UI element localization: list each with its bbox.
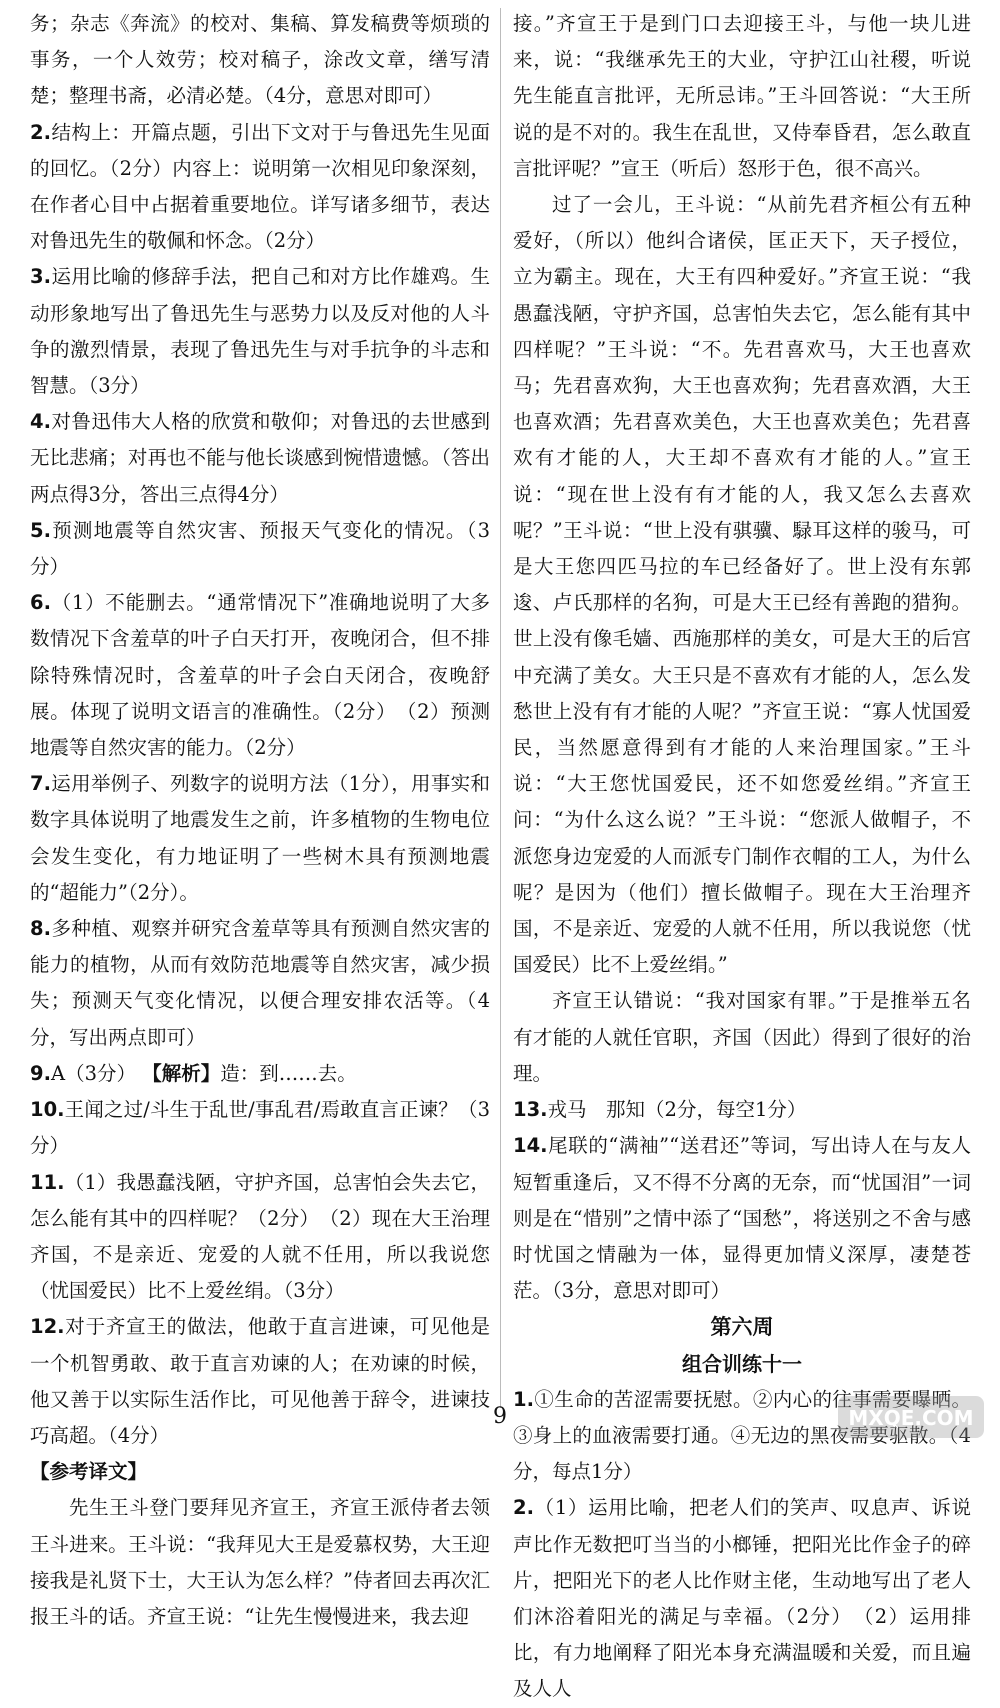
answer-2-number: 2. — [30, 120, 51, 144]
answer-4: 4.对鲁迅伟大人格的欣赏和敬仰；对鲁迅的去世感到无比悲痛；对再也不能与他长谈感到惋惜遗憾。（答出两点得3分，答出三点得4分） — [30, 410, 490, 506]
answer-14-number: 14. — [513, 1134, 548, 1158]
column-divider — [500, 8, 501, 1408]
answer-4-number: 4. — [30, 410, 51, 434]
answer-9: 9.A（3分） 【解析】造：到……去。 — [30, 1061, 357, 1085]
answer-6-number: 6. — [30, 591, 51, 615]
answer-12: 12.对于齐宣王的做法，他敢于直言进谏，可见他是一个机智勇敢、敢于直言劝谏的人；在劝谏的时候，他又善于以实际生活作比，可见他善于辞令，进谏技巧高超。（4分） — [30, 1315, 490, 1447]
answer-5: 5.预测地震等自然灾害、预报天气变化的情况。（3分） — [30, 518, 490, 579]
intro-paragraph: 务；杂志《奔流》的校对、集稿、算发稿费等烦琐的事务，一个人效劳；校对稿子，涂改文章，缮写清楚；整理书斋，必清必楚。（4分，意思对即可） — [30, 12, 490, 108]
training-answer-2-number: 2. — [513, 1496, 534, 1520]
reference-paragraph-3: 齐宣王认错说：“我对国家有罪。”于是推举五名有才能的人就任官职，齐国（因此）得到了很好的治理。 — [513, 989, 971, 1085]
answer-10-number: 10. — [30, 1098, 65, 1122]
left-column — [30, 6, 490, 1635]
answer-11-number: 11. — [30, 1170, 65, 1194]
answer-8: 8.多种植、观察并研究含羞草等具有预测自然灾害的能力的植物，从而有效防范地震等自然灾害，减少损失；预测天气变化情况，以便合理安排农活等。（4分，写出两点即可） — [30, 917, 490, 1049]
answer-7-number: 7. — [30, 772, 51, 796]
watermark-logo-icon — [836, 1392, 986, 1442]
answer-11: 11.（1）我愚蠢浅陋，守护齐国，总害怕会失去它，怎么能有其中的四样呢？（2分） （2）现在大王治理齐国，不是亲近、宠爱的人就不任用，所以我说您（忧国爱民）比不上爱丝绢。（3分） — [30, 1170, 490, 1303]
right-column — [513, 6, 974, 1708]
answer-10: 10.王闻之过/斗生于乱世/事乱君/焉敢直言正谏？（3分） — [30, 1098, 490, 1158]
answer-13-number: 13. — [513, 1098, 548, 1122]
answer-3-number: 3. — [30, 265, 51, 289]
answer-8-number: 8. — [30, 917, 51, 941]
answer-2: 2.结构上：开篇点题，引出下文对于与鲁迅先生见面的回忆。（2分）内容上：说明第一次相见印象深刻，在作者心目中占据着重要地位。详写诸多细节，表达对鲁迅先生的敬佩和怀念。（2分） — [30, 120, 490, 253]
reference-translation-heading: 【参考译文】 — [30, 1460, 148, 1484]
reference-paragraph-1-continued: 接。”齐宣王于是到门口去迎接王斗，与他一块儿进来，说：“我继承先王的大业，守护江山社稷，听说先生能直言批评，无所忌讳。”王斗回答说：“大王所说的是不对的。我生在乱世，又侍奉昏君，怎么敢直言批评呢？”宣王（听后）怒形于色，很不高兴。 — [513, 12, 971, 180]
training-answer-1-number: 1. — [513, 1387, 534, 1411]
week-title: 第六周 — [710, 1315, 774, 1340]
training-answer-2: 2.（1）运用比喻，把老人们的笑声、叹息声、诉说声比作无数把叮当当的小榔锤，把阳光比作金子的碎片，把阳光下的老人比作财主佬，生动地写出了老人们沐浴着阳光的满足与幸福。（2分） （2）运用排比，有力地阐释了阳光本身充满温暖和关爱，而且遍及人人 — [513, 1496, 971, 1701]
answer-13: 13.戎马 那知（2分，每空1分） — [513, 1098, 807, 1122]
answer-9-number: 9. — [30, 1061, 51, 1085]
answer-14: 14.尾联的“满袖”“送君还”等词，写出诗人在与友人短暂重逢后，又不得不分离的无奈，而“忧国泪”一词则是在“惜别”之情中添了“国愁”，将送别之不舍与感时忧国之情融为一体，显得更加情义深厚，凄楚苍茫。（3分，意思对即可） — [513, 1134, 971, 1303]
page-number: 9 — [493, 1404, 507, 1429]
training-answer-1: 1.①生命的苦涩需要抚慰。②内心的往事需要曝晒。③身上的血液需要打通。④无边的黑夜需要驱散。（4分，每点1分） — [513, 1387, 971, 1484]
reference-paragraph-1: 先生王斗登门要拜见齐宣王，齐宣王派侍者去领王斗进来。王斗说：“我拜见大王是爱慕权势，大王迎接我是礼贤下士，大王认为怎么样？”侍者回去再次汇报王斗的话。齐宣王说：“让先生慢慢进来，我去迎 — [30, 1496, 490, 1628]
reference-paragraph-2: 过了一会儿，王斗说：“从前先君齐桓公有五种爱好，（所以）他纠合诸侯，匡正天下，天子授位，立为霸主。现在，大王有四种爱好。”齐宣王说：“我愚蠢浅陋，守护齐国，总害怕失去它，怎么能有其中四样呢？”王斗说：“不。先君喜欢马，大王也喜欢马；先君喜欢狗，大王也喜欢狗；先君喜欢酒，大王也喜欢酒；先君喜欢美色，大王也喜欢美色；先君喜欢有才能的人，大王却不喜欢有才能的人。”宣王说：“现在世上没有有才能的人，我又怎么去喜欢呢？”王斗说：“世上没有骐骥、騄耳这样的骏马，可是大王您四匹马拉的车已经备好了。世上没有东郭逡、卢氏那样的名狗，可是大王已经有善跑的猎狗。世上没有像毛嫱、西施那样的美女，可是大王的后宫中充满了美女。大王只是不喜欢有才能的人，怎么发愁世上没有有才能的人呢？”齐宣王说：“寡人忧国爱民，当然愿意得到有才能的人来治理国家。”王斗说：“大王您忧国爱民，还不如您爱丝绢。”齐宣王问：“为什么这么说？”王斗说：“您派人做帽子，不派您身边宠爱的人而派专门制作衣帽的工人，为什么呢？是因为（他们）擅长做帽子。现在大王治理齐国，不是亲近、宠爱的人就不任用，所以我说您（忧国爱民）比不上爱丝绢。” — [513, 193, 971, 977]
training-title: 组合训练十一 — [682, 1351, 802, 1376]
answer-12-number: 12. — [30, 1315, 65, 1339]
answer-3: 3.运用比喻的修辞手法，把自己和对方比作雄鸡。生动形象地写出了鲁迅先生与恶势力以及反对他的人斗争的激烈情景，表现了鲁迅先生与对手抗争的斗志和智慧。（3分） — [30, 265, 490, 398]
answer-5-number: 5. — [30, 518, 51, 542]
svg-text:MXQE.COM: MXQE.COM — [848, 1406, 974, 1430]
answer-6: 6.（1）不能删去。“通常情况下”准确地说明了大多数情况下含羞草的叶子白天打开，夜晚闭合，但不排除特殊情况时，含羞草的叶子会白天闭合，夜晚舒展。体现了说明文语言的准确性。（2分） （2）预测地震等自然灾害的能力。（2分） — [30, 591, 490, 760]
analysis-tag: 【解析】 — [142, 1061, 221, 1085]
answer-7: 7.运用举例子、列数字的说明方法（1分），用事实和数字具体说明了地震发生之前，许多植物的生物电位会发生变化，有力地证明了一些树木具有预测地震的“超能力”（2分）。 — [30, 772, 490, 904]
